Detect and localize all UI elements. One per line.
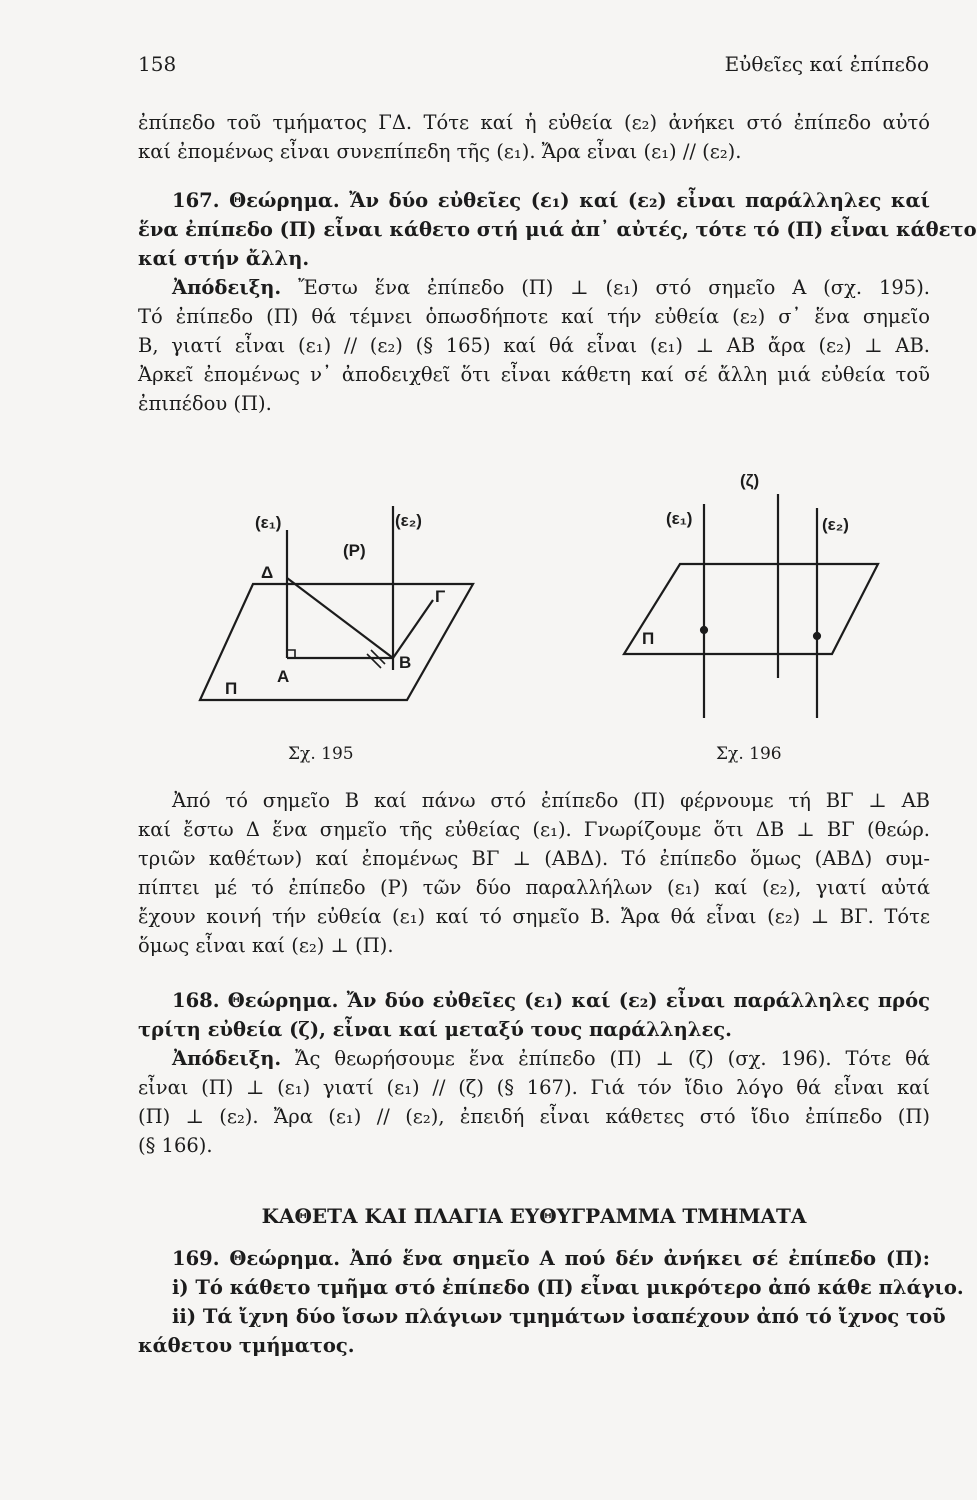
theorem-169	[138, 1244, 964, 1360]
text-line: ὅμως εἶναι καί (ε₂) ⊥ (Π).	[138, 934, 394, 957]
proof-line: (§ 166).	[138, 1134, 213, 1157]
theorem-statement-line: καί στήν ἄλλη.	[138, 247, 310, 270]
proof-line: Β, γιατί εἶναι (ε₁) // (ε₂) (§ 165) καί θά εἶναι (ε₁) ⊥ ΑΒ ἄρα (ε₂) ⊥ ΑΒ.	[138, 334, 930, 357]
theorem-statement-line: κάθετου τμήματος.	[138, 1334, 355, 1357]
intersection-e1	[701, 627, 707, 633]
label-e2-196: (ε₂)	[822, 515, 849, 534]
text-line: Ἀπό τό σημεῖο Β καί πάνω στό ἐπίπεδο (Π) φέρνουμε τή ΒΓ ⊥ ΑΒ	[172, 789, 930, 812]
segment-BG	[393, 600, 433, 658]
theorem-statement-line: 167. Θεώρημα. Ἄν δύο εὐθεῖες (ε₁) καί (ε₂) εἶναι παράλληλες καί	[172, 189, 930, 212]
theorem-statement-line: 169. Θεώρημα. Ἀπό ἕνα σημεῖο Α πού δέν ἀνήκει σέ ἐπίπεδο (Π):	[172, 1247, 930, 1270]
proof-line: εἶναι (Π) ⊥ (ε₁) γιατί (ε₁) // (ζ) (§ 167). Γιά τόν ἴδιο λόγο θά εἶναι καί	[138, 1076, 930, 1099]
figure-195	[195, 500, 485, 730]
theorem-statement-line: i) Τό κάθετο τμῆμα στό ἐπίπεδο (Π) εἶναι μικρότερο ἀπό κάθε πλάγιο.	[172, 1276, 964, 1299]
right-angle-mark-A	[287, 650, 295, 658]
figure-196	[612, 468, 892, 730]
label-e1-195: (ε₁)	[255, 513, 282, 532]
proof-continuation	[138, 786, 930, 960]
theorem-statement-line: ἕνα ἐπίπεδο (Π) εἶναι κάθετο στή μιά ἀπ᾽ αὐτές, τότε τό (Π) εἶναι κάθετο	[138, 218, 977, 241]
theorem-168	[138, 986, 930, 1160]
intersection-e2	[814, 633, 820, 639]
label-A-195: Α	[277, 667, 290, 686]
label-e2-195: (ε₂)	[395, 511, 422, 530]
page-header	[138, 52, 929, 86]
proof-first-line	[138, 1044, 930, 1073]
proof-line: ἐπιπέδου (Π).	[138, 392, 272, 415]
proof-line: (Π) ⊥ (ε₂). Ἄρα (ε₁) // (ε₂), ἐπειδή εἶναι κάθετες στό ἴδιο ἐπίπεδο (Π)	[138, 1105, 930, 1128]
section-title: ΚΑΘΕΤΑ ΚΑΙ ΠΛΑΓΙΑ ΕΥΘΥΓΡΑΜΜΑ ΤΜΗΜΑΤΑ	[261, 1204, 807, 1228]
plane-pi-196	[624, 564, 878, 654]
proof-label: Ἀπόδειξη.	[172, 276, 282, 299]
theorem-167	[138, 186, 977, 418]
text-line: τριῶν καθέτων) καί ἐπομένως ΒΓ ⊥ (ΑΒΔ). Τό ἐπίπεδο ὅμως (ΑΒΔ) συμ-	[138, 847, 930, 870]
proof-line: Τό ἐπίπεδο (Π) θά τέμνει ὁπωσδήποτε καί τήν εὐθεία (ε₂) σ᾽ ἕνα σημεῖο	[138, 305, 930, 328]
label-G-195: Γ	[435, 587, 446, 606]
figure-195-caption: Σχ. 195	[288, 744, 354, 764]
text-line: καί ἐπομένως εἶναι συνεπίπεδη τῆς (ε₁). Ἄρα εἶναι (ε₁) // (ε₂).	[138, 140, 742, 163]
label-zeta: (ζ)	[740, 471, 760, 490]
text-line: καί ἔστω Δ ἕνα σημεῖο τῆς εὐθείας (ε₁). Γνωρίζουμε ὅτι ΔΒ ⊥ ΒΓ (θεώρ.	[138, 818, 930, 841]
tick-mark-B2	[367, 654, 381, 668]
intro-paragraph	[138, 108, 930, 166]
label-P-195: (Ρ)	[343, 541, 366, 560]
proof-label: Ἀπόδειξη.	[172, 1047, 282, 1070]
proof-line: Ἀρκεῖ ἐπομένως ν᾽ ἀποδειχθεῖ ὅτι εἶναι κάθετη καί σέ ἄλλη μιά εὐθεία τοῦ	[138, 363, 930, 386]
text-line: πίπτει μέ τό ἐπίπεδο (Ρ) τῶν δύο παραλλήλων (ε₁) καί (ε₂), γιατί αὐτά	[138, 876, 930, 899]
label-D-195: Δ	[261, 563, 274, 582]
label-B-195: Β	[399, 653, 412, 672]
theorem-statement-line: ii) Τά ἴχνη δύο ἴσων πλάγιων τμημάτων ἰσαπέχουν ἀπό τό ἴχνος τοῦ	[172, 1305, 946, 1328]
text-line: ἐπίπεδο τοῦ τμήματος ΓΔ. Τότε καί ἡ εὐθεία (ε₂) ἀνήκει στό ἐπίπεδο αὐτό	[138, 111, 930, 134]
segment-DB	[287, 578, 393, 658]
label-Pi-196: Π	[642, 629, 655, 648]
page-number: 158	[138, 52, 177, 76]
theorem-statement-line: 168. Θεώρημα. Ἄν δύο εὐθεῖες (ε₁) καί (ε₂) εἶναι παράλληλες πρός	[172, 989, 930, 1012]
label-Pi-195: Π	[225, 679, 238, 698]
figure-196-caption: Σχ. 196	[716, 744, 782, 764]
proof-first-line	[138, 273, 930, 302]
proof-text: Ἄς θεωρήσουμε ἕνα ἐπίπεδο (Π) ⊥ (ζ) (σχ. 196). Τότε θά	[295, 1047, 930, 1070]
running-title: Εὐθεῖες καί ἐπίπεδο	[724, 52, 929, 76]
proof-text: Ἔστω ἕνα ἐπίπεδο (Π) ⊥ (ε₁) στό σημεῖο Α (σχ. 195).	[298, 276, 930, 299]
label-e1-196: (ε₁)	[666, 509, 693, 528]
theorem-statement-line: τρίτη εὐθεία (ζ), εἶναι καί μεταξύ τους παράλληλες.	[138, 1018, 732, 1041]
text-line: ἔχουν κοινή τήν εὐθεία (ε₁) καί τό σημεῖο Β. Ἄρα θά εἶναι (ε₂) ⊥ ΒΓ. Τότε	[138, 905, 930, 928]
